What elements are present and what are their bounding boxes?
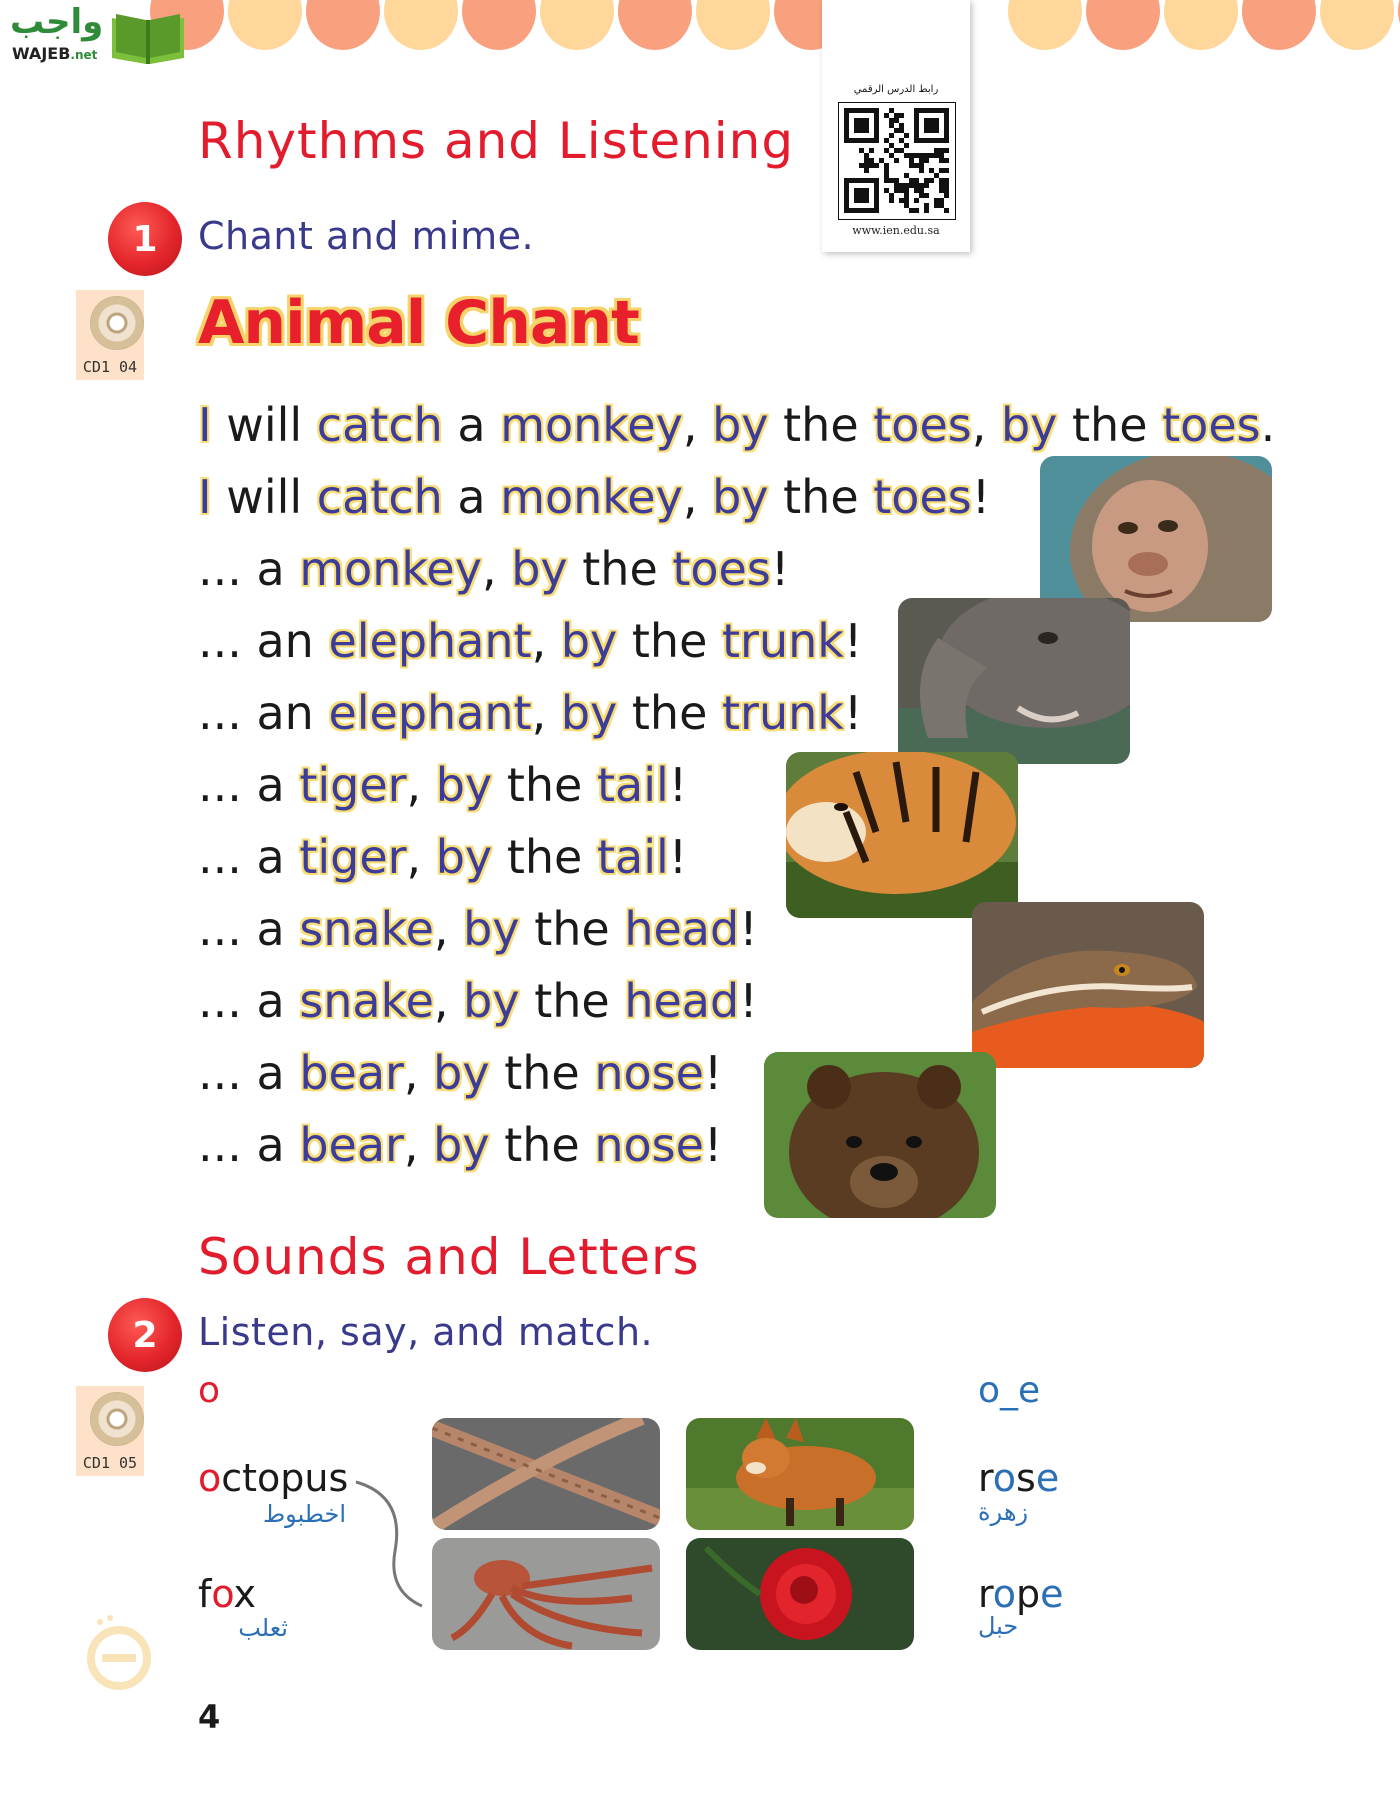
chant-text: , — [403, 1118, 434, 1172]
chant-highlight-word: elephant — [328, 686, 532, 740]
qr-module — [924, 203, 929, 208]
qr-module — [934, 153, 939, 158]
activity-instruction: Chant and mime. — [198, 214, 535, 258]
qr-finder — [854, 118, 869, 133]
scallop — [1008, 0, 1082, 50]
qr-module — [884, 148, 889, 153]
rope-picture[interactable] — [432, 1418, 660, 1530]
qr-module — [919, 158, 924, 163]
chant-text: a — [442, 470, 501, 524]
chant-highlight-word: by — [511, 542, 568, 596]
chant-text: the — [768, 470, 874, 524]
word-octopus — [198, 1456, 348, 1500]
word-fox — [198, 1572, 256, 1616]
chant-text: ! — [843, 686, 863, 740]
sound-header-o: o — [198, 1370, 221, 1411]
qr-module — [859, 148, 864, 153]
scallop — [618, 0, 692, 50]
chant-highlight-word: trunk — [722, 614, 844, 668]
word-part: ctopus — [221, 1456, 349, 1500]
qr-module — [894, 118, 899, 123]
chant-line — [198, 686, 862, 740]
qr-module — [914, 183, 919, 188]
qr-module — [899, 123, 904, 128]
octopus-picture[interactable] — [432, 1538, 660, 1650]
qr-module — [909, 163, 914, 168]
chant-highlight-word: monkey — [299, 542, 482, 596]
chant-highlight-word: by — [433, 1046, 490, 1100]
chant-text: the — [519, 974, 625, 1028]
chant-line — [198, 902, 758, 956]
qr-module — [869, 148, 874, 153]
qr-module — [944, 193, 949, 198]
chant-text: ! — [703, 1046, 723, 1100]
qr-module — [924, 208, 929, 213]
qr-module — [884, 113, 889, 118]
chant-line — [198, 830, 687, 884]
logo-latin-text: WAJEB.net — [12, 44, 98, 63]
chant-highlight-word: by — [463, 974, 520, 1028]
qr-caption: رابط الدرس الرقمي — [853, 84, 939, 95]
section-title-rhythms: Rhythms and Listening — [198, 112, 795, 170]
chant-text: the — [617, 614, 722, 668]
cd-track-label: CD1 04 — [82, 358, 138, 376]
chant-text: , — [403, 1046, 434, 1100]
scallop — [384, 0, 458, 50]
qr-module — [874, 163, 879, 168]
qr-module — [914, 178, 919, 183]
scallop — [540, 0, 614, 50]
qr-module — [884, 188, 889, 193]
qr-module — [899, 198, 904, 203]
chant-highlight-word: elephant — [328, 614, 532, 668]
qr-finder — [924, 118, 939, 133]
chant-text: ! — [668, 758, 688, 812]
qr-module — [939, 158, 944, 163]
chant-highlight-word: snake — [299, 902, 434, 956]
chant-text: ... a — [198, 1118, 300, 1172]
qr-module — [899, 113, 904, 118]
qr-module — [894, 183, 899, 188]
qr-module — [939, 198, 944, 203]
logo-arabic-text: واجب — [10, 2, 104, 42]
qr-module — [889, 143, 894, 148]
chant-highlight-word: by — [463, 902, 520, 956]
qr-module — [904, 198, 909, 203]
qr-module — [909, 183, 914, 188]
qr-code-card[interactable] — [822, 0, 970, 252]
scalloped-border — [0, 0, 1400, 52]
qr-module — [919, 193, 924, 198]
qr-module — [944, 158, 949, 163]
cd-track-badge[interactable] — [76, 290, 144, 380]
word-rose — [978, 1456, 1059, 1500]
chant-text: , — [433, 902, 464, 956]
qr-module — [929, 153, 934, 158]
chant-highlight-word: monkey — [500, 470, 683, 524]
qr-module — [914, 208, 919, 213]
qr-module — [899, 183, 904, 188]
qr-module — [889, 153, 894, 158]
qr-module — [924, 183, 929, 188]
qr-module — [939, 203, 944, 208]
qr-module — [894, 188, 899, 193]
qr-module — [919, 183, 924, 188]
qr-finder — [854, 188, 869, 203]
qr-module — [884, 178, 889, 183]
chant-text: , — [433, 974, 464, 1028]
scallop — [306, 0, 380, 50]
qr-module — [889, 108, 894, 113]
chant-highlight-word: catch — [316, 470, 443, 524]
qr-module — [944, 178, 949, 183]
chant-text: the — [617, 686, 722, 740]
word-part: p — [1016, 1572, 1041, 1616]
chant-title: Animal Chant — [198, 288, 639, 358]
chant-text: , — [971, 398, 1001, 452]
qr-module — [889, 133, 894, 138]
chant-highlight-word: head — [624, 902, 740, 956]
chant-text: ... a — [198, 974, 300, 1028]
chant-text: the — [519, 902, 625, 956]
qr-module — [899, 188, 904, 193]
cd-icon — [90, 1392, 144, 1446]
qr-module — [909, 178, 914, 183]
qr-module — [864, 168, 869, 173]
qr-module — [944, 183, 949, 188]
chant-text: the — [567, 542, 673, 596]
qr-module — [939, 183, 944, 188]
arabic-rope: حبل — [978, 1612, 1019, 1640]
cd-track-label: CD1 05 — [82, 1454, 138, 1472]
qr-module — [909, 158, 914, 163]
chant-text: ... an — [198, 686, 329, 740]
chant-text: will — [211, 398, 317, 452]
word-part: o — [992, 1572, 1017, 1616]
scallop — [1164, 0, 1238, 50]
qr-module — [864, 163, 869, 168]
chant-highlight-word: by — [560, 686, 618, 740]
chant-line — [198, 1118, 722, 1172]
scallop — [1320, 0, 1394, 50]
chant-highlight-word: by — [433, 1118, 490, 1172]
qr-module — [859, 163, 864, 168]
word-part: x — [233, 1572, 256, 1616]
qr-module — [889, 118, 894, 123]
bear-photo — [764, 1052, 996, 1218]
chant-highlight-word: by — [435, 830, 493, 884]
chant-line — [198, 470, 990, 524]
chant-highlight-word: tiger — [299, 830, 407, 884]
qr-module — [899, 148, 904, 153]
qr-module — [884, 173, 889, 178]
word-part: o — [211, 1572, 234, 1616]
chant-text: the — [492, 758, 597, 812]
chant-highlight-word: tail — [596, 830, 669, 884]
chant-text: , — [406, 758, 436, 812]
qr-module — [944, 148, 949, 153]
chant-text: will — [211, 470, 317, 524]
activity-number-badge-2: 2 — [108, 1298, 182, 1372]
chant-highlight-word: bear — [299, 1118, 404, 1172]
chant-text: the — [768, 398, 874, 452]
qr-module — [914, 188, 919, 193]
chant-text: the — [492, 830, 597, 884]
chant-line — [198, 974, 758, 1028]
qr-module — [914, 198, 919, 203]
chant-text: ! — [971, 470, 991, 524]
chant-highlight-word: head — [624, 974, 740, 1028]
chant-text: ! — [703, 1118, 723, 1172]
qr-module — [914, 163, 919, 168]
qr-module — [869, 163, 874, 168]
chant-text: a — [442, 398, 501, 452]
qr-module — [904, 133, 909, 138]
word-part: r — [978, 1456, 993, 1500]
qr-module — [919, 163, 924, 168]
chant-text: ! — [739, 902, 758, 956]
chant-text: , — [531, 614, 561, 668]
chant-text: the — [1057, 398, 1163, 452]
chant-highlight-word: trunk — [722, 686, 844, 740]
qr-module — [919, 188, 924, 193]
qr-module — [909, 208, 914, 213]
qr-module — [924, 193, 929, 198]
chant-highlight-word: snake — [299, 974, 434, 1028]
qr-module — [944, 208, 949, 213]
word-part: r — [978, 1572, 993, 1616]
arabic-fox: ثعلب — [238, 1614, 288, 1642]
qr-module — [914, 153, 919, 158]
qr-module — [939, 178, 944, 183]
qr-code-icon — [838, 102, 956, 220]
chant-text: ... an — [198, 614, 329, 668]
qr-module — [909, 153, 914, 158]
qr-module — [924, 153, 929, 158]
cd-track-badge-2[interactable] — [76, 1386, 144, 1476]
chant-highlight-word: tail — [596, 758, 669, 812]
qr-module — [924, 178, 929, 183]
arabic-rose: زهرة — [978, 1498, 1029, 1526]
cd-icon — [90, 296, 144, 350]
page-number: 4 — [198, 1698, 221, 1736]
qr-module — [904, 193, 909, 198]
chant-highlight-word: by — [560, 614, 618, 668]
qr-module — [894, 113, 899, 118]
chant-text: ! — [843, 614, 863, 668]
qr-module — [939, 153, 944, 158]
word-part: o — [198, 1456, 222, 1500]
qr-module — [889, 123, 894, 128]
qr-module — [884, 138, 889, 143]
chant-text: , — [682, 470, 713, 524]
qr-module — [894, 178, 899, 183]
activity-number-badge: 1 — [108, 202, 182, 276]
qr-module — [894, 148, 899, 153]
qr-module — [864, 158, 869, 163]
chant-highlight-word: by — [435, 758, 493, 812]
chant-text: ... a — [198, 902, 300, 956]
elephant-photo — [898, 598, 1130, 764]
chant-highlight-word: toes — [873, 398, 972, 452]
qr-module — [899, 138, 904, 143]
chant-text: . — [1260, 398, 1276, 452]
chant-text: ... a — [198, 758, 300, 812]
qr-module — [894, 158, 899, 163]
chant-highlight-word: toes — [672, 542, 771, 596]
fox-picture[interactable] — [686, 1418, 914, 1530]
scallop — [696, 0, 770, 50]
activity-instruction-2: Listen, say, and match. — [198, 1310, 654, 1354]
chant-highlight-word: catch — [316, 398, 443, 452]
chant-text: ! — [770, 542, 790, 596]
word-part: e — [1040, 1572, 1064, 1616]
chant-highlight-word: by — [712, 398, 769, 452]
chant-text: , — [406, 830, 436, 884]
chant-highlight-word: I — [198, 470, 212, 524]
chant-text: the — [489, 1118, 595, 1172]
tiger-photo — [786, 752, 1018, 918]
qr-module — [929, 168, 934, 173]
qr-module — [934, 148, 939, 153]
match-line — [350, 1476, 440, 1616]
qr-module — [904, 173, 909, 178]
word-rope — [978, 1572, 1064, 1616]
qr-module — [889, 198, 894, 203]
word-part: o — [992, 1456, 1017, 1500]
chant-line — [198, 614, 862, 668]
wajeb-logo — [10, 2, 190, 66]
arabic-octopus: اخطبوط — [262, 1500, 346, 1528]
qr-module — [904, 153, 909, 158]
chant-highlight-word: monkey — [500, 398, 683, 452]
qr-module — [879, 158, 884, 163]
chant-line — [198, 758, 687, 812]
qr-module — [864, 153, 869, 158]
chant-line — [198, 542, 789, 596]
chant-text: , — [481, 542, 512, 596]
qr-module — [919, 153, 924, 158]
chant-text: , — [531, 686, 561, 740]
chant-text: ... a — [198, 542, 300, 596]
chant-line — [198, 398, 1275, 452]
chant-text: , — [682, 398, 713, 452]
chant-highlight-word: bear — [299, 1046, 404, 1100]
snake-photo — [972, 902, 1204, 1068]
qr-module — [884, 163, 889, 168]
chant-highlight-word: by — [712, 470, 769, 524]
qr-module — [934, 198, 939, 203]
qr-module — [904, 203, 909, 208]
chant-text: ! — [739, 974, 758, 1028]
chant-line — [198, 1046, 722, 1100]
qr-module — [894, 128, 899, 133]
qr-module — [904, 183, 909, 188]
word-part: f — [198, 1572, 212, 1616]
qr-module — [919, 168, 924, 173]
qr-module — [939, 168, 944, 173]
chant-highlight-word: nose — [594, 1118, 704, 1172]
scallop — [1086, 0, 1160, 50]
qr-module — [944, 168, 949, 173]
chant-text: ! — [668, 830, 688, 884]
qr-module — [889, 193, 894, 198]
chant-highlight-word: nose — [594, 1046, 704, 1100]
section-title-sounds: Sounds and Letters — [198, 1228, 700, 1286]
chant-highlight-word: tiger — [299, 758, 407, 812]
qr-module — [934, 203, 939, 208]
chant-highlight-word: toes — [1162, 398, 1261, 452]
qr-module — [904, 143, 909, 148]
qr-module — [934, 173, 939, 178]
chant-text: the — [489, 1046, 595, 1100]
rose-picture[interactable] — [686, 1538, 914, 1650]
chant-highlight-word: by — [1000, 398, 1058, 452]
qr-module — [924, 158, 929, 163]
qr-module — [939, 188, 944, 193]
scallop — [228, 0, 302, 50]
chant-text: ... a — [198, 1046, 300, 1100]
sound-header-o-e: o_e — [978, 1370, 1041, 1411]
scallop — [462, 0, 536, 50]
chant-highlight-word: I — [198, 398, 212, 452]
qr-module — [929, 178, 934, 183]
qr-module — [904, 188, 909, 193]
qr-module — [899, 128, 904, 133]
word-part: s — [1016, 1456, 1036, 1500]
qr-url: www.ien.edu.sa — [852, 224, 940, 237]
word-part: e — [1035, 1456, 1060, 1500]
chant-highlight-word: toes — [873, 470, 972, 524]
decorative-logo-icon — [86, 1614, 152, 1690]
scallop — [1242, 0, 1316, 50]
chant-text: ... a — [198, 830, 300, 884]
qr-module — [889, 178, 894, 183]
book-icon — [108, 6, 188, 66]
qr-module — [884, 168, 889, 173]
qr-module — [869, 158, 874, 163]
qr-module — [944, 188, 949, 193]
qr-module — [939, 148, 944, 153]
